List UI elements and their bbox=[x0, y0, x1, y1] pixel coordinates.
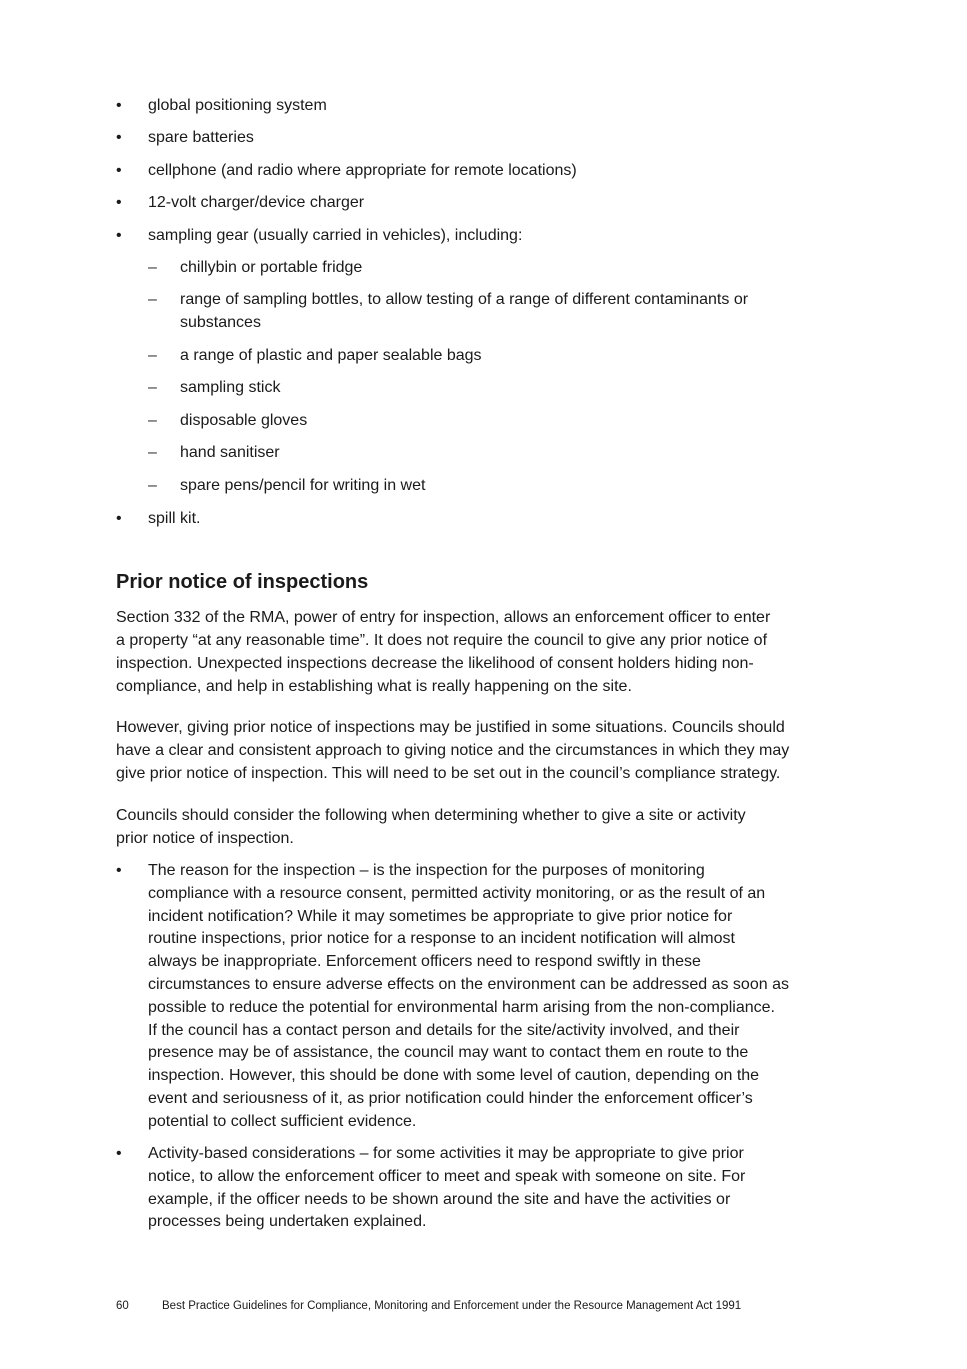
bullet-icon: • bbox=[116, 97, 122, 114]
list-item-text: cellphone (and radio where appropriate for remote locations) bbox=[148, 162, 577, 179]
bullet-icon: • bbox=[116, 162, 122, 179]
sub-list-item-text: a range of plastic and paper sealable bags bbox=[180, 347, 482, 364]
list-item-line: inspection. However, this should be done with some level of caution, depending on the bbox=[148, 1067, 760, 1085]
paragraph-line: have a clear and consistent approach to giving notice and the circumstances in which they may bbox=[116, 742, 790, 759]
footer-title: Best Practice Guidelines for Compliance, Monitoring and Enforcement under the Resource Management Act 1991 bbox=[162, 1300, 742, 1312]
sub-list-item-text: disposable gloves bbox=[180, 412, 308, 429]
bullet-icon: • bbox=[116, 194, 122, 211]
paragraph bbox=[116, 606, 816, 698]
page-number: 60 bbox=[116, 1300, 129, 1312]
paragraph bbox=[116, 716, 816, 785]
list-item-text bbox=[148, 1143, 745, 1234]
paragraph-line: a property “at any reasonable time”. It does not require the council to give any prior notice of bbox=[116, 632, 768, 649]
list-item-line: presence may be of assistance, the council may want to contact them en route to the bbox=[148, 1044, 749, 1062]
bullet-icon: • bbox=[116, 227, 122, 244]
list-item-line: The reason for the inspection – is the inspection for the purposes of monitoring bbox=[148, 862, 705, 879]
sub-list-item-text: range of sampling bottles, to allow testing of a range of different contaminants or substances bbox=[180, 291, 749, 331]
list-item-text: 12-volt charger/device charger bbox=[148, 194, 365, 211]
sub-list-item-text: spare pens/pencil for writing in wet bbox=[180, 477, 426, 494]
list-item-line: compliance with a resource consent, permitted activity monitoring, or as the result of an bbox=[148, 884, 766, 902]
list-item-line: processes being undertaken explained. bbox=[148, 1213, 427, 1231]
bullet-icon: • bbox=[116, 129, 122, 146]
list-item-line: Activity-based considerations – for some activities it may be appropriate to give prior bbox=[148, 1145, 744, 1162]
bullet-icon: • bbox=[116, 1145, 122, 1162]
list-item-line: always be inappropriate. Enforcement officers need to respond swiftly in these bbox=[148, 953, 701, 971]
list-item-line: event and seriousness of it, as prior notification could hinder the enforcement officer’s bbox=[148, 1089, 753, 1107]
list-item-text: global positioning system bbox=[148, 97, 327, 114]
dash-icon: – bbox=[148, 259, 157, 276]
paragraph-line: prior notice of inspection. bbox=[116, 830, 294, 847]
list-item-line: incident notification? While it may sometimes be appropriate to give prior notice for bbox=[148, 907, 733, 925]
paragraph-line: However, giving prior notice of inspections may be justified in some situations. Councils should bbox=[116, 719, 785, 736]
list-item-line: notice, to allow the enforcement officer to meet and speak with someone on site. For bbox=[148, 1167, 746, 1185]
section-heading: Prior notice of inspections bbox=[116, 571, 369, 593]
list-item-text: spare batteries bbox=[148, 129, 254, 146]
paragraph-line: give prior notice of inspection. This will need to be set out in the council’s compliance strategy. bbox=[116, 765, 781, 782]
paragraph-line: compliance, and help in establishing what is really happening on the site. bbox=[116, 678, 632, 695]
list-item-line: routine inspections, prior notice for a response to an incident notification will almost bbox=[148, 930, 735, 948]
paragraph bbox=[116, 804, 816, 850]
dash-icon: – bbox=[148, 379, 157, 396]
list-item-line: potential to collect sufficient evidence. bbox=[148, 1112, 417, 1130]
list-item-text bbox=[148, 860, 789, 1134]
list-item-line: possible to reduce the potential for environmental harm arising from the non-compliance. bbox=[148, 998, 775, 1016]
paragraph-line: Section 332 of the RMA, power of entry for inspection, allows an enforcement officer to enter bbox=[116, 609, 771, 626]
bullet-icon: • bbox=[116, 862, 122, 879]
dash-icon: – bbox=[148, 477, 157, 494]
dash-icon: – bbox=[148, 347, 157, 364]
sub-list-item-text: sampling stick bbox=[180, 379, 281, 396]
list-item-text: sampling gear (usually carried in vehicles), including: bbox=[148, 227, 523, 244]
dash-icon: – bbox=[148, 444, 157, 461]
dash-icon: – bbox=[148, 412, 157, 429]
paragraph-line: Councils should consider the following when determining whether to give a site or activity bbox=[116, 807, 746, 824]
list-item-line: circumstances to ensure adverse effects on the environment can be addressed as soon as bbox=[148, 975, 789, 993]
list-item-line: example, if the officer needs to be shown around the site and have the activities or bbox=[148, 1190, 731, 1208]
dash-icon: – bbox=[148, 291, 157, 308]
sub-list-item-text: chillybin or portable fridge bbox=[180, 259, 363, 276]
list-item-line: If the council has a contact person and details for the site/activity involved, and their bbox=[148, 1021, 740, 1039]
list-item-text: spill kit. bbox=[148, 510, 201, 527]
paragraph-line: inspection. Unexpected inspections decrease the likelihood of consent holders hiding non- bbox=[116, 655, 754, 672]
bullet-icon: • bbox=[116, 510, 122, 527]
sub-list-item-text: hand sanitiser bbox=[180, 444, 280, 461]
